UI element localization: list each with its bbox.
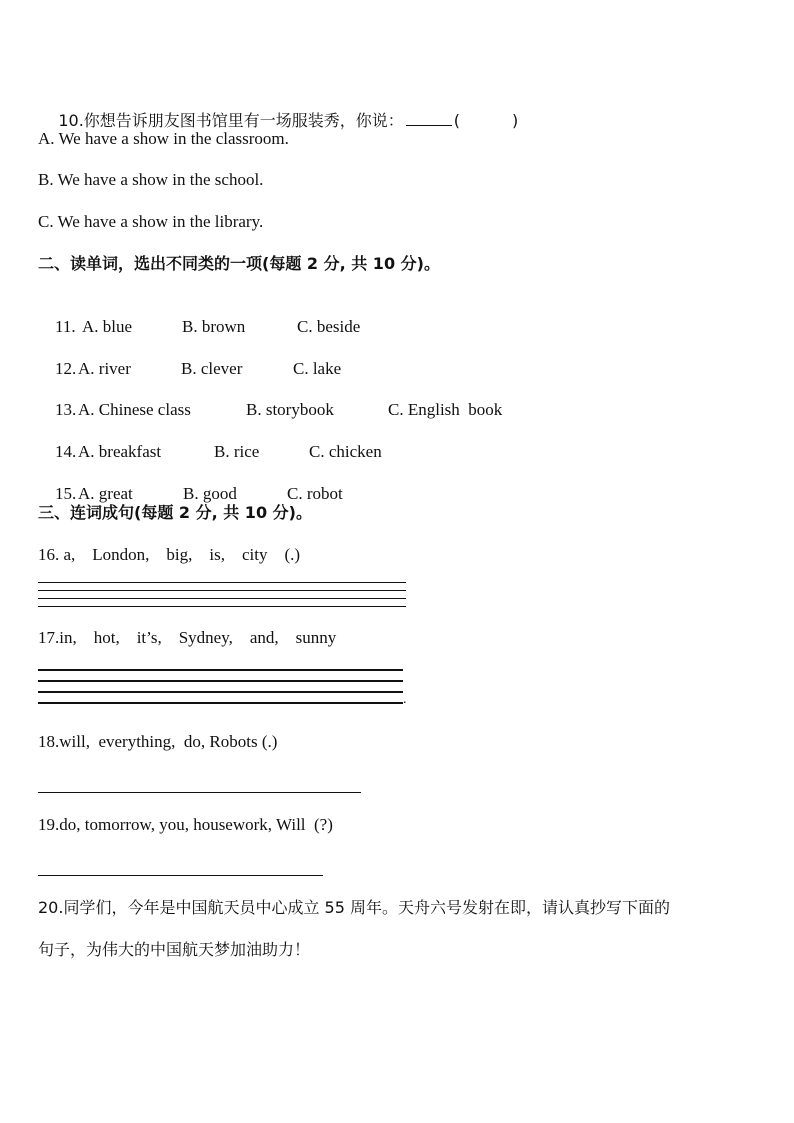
q13-option-b: B. storybook — [246, 400, 334, 419]
section2-heading: 二、读单词，选出不同类的一项(每题 2 分, 共 10 分)。 — [38, 254, 440, 273]
q15-number: 15. — [55, 484, 77, 503]
q17-writing-line-3[interactable] — [38, 691, 403, 693]
q16-writing-line-1[interactable] — [38, 582, 406, 583]
q14-option-a: A. breakfast — [78, 442, 162, 461]
q13-option-a: A. Chinese class — [78, 400, 191, 419]
q17-period: . — [403, 692, 407, 707]
q10-paren-close: ) — [512, 111, 519, 130]
q14-option-c: C. chicken — [309, 442, 382, 461]
q16-writing-line-2[interactable] — [38, 590, 406, 591]
q18-words: 18.will, everything, do, Robots (.) — [38, 732, 278, 751]
q16-writing-line-4[interactable] — [38, 606, 406, 607]
q11-option-b: B. brown — [182, 317, 246, 336]
q18-writing-line[interactable] — [38, 792, 361, 793]
q16-words: 16. a, London, big, is, city (.) — [38, 545, 301, 564]
q12-number: 12. — [55, 359, 77, 378]
q13-number: 13. — [55, 400, 77, 419]
q19-words: 19.do, tomorrow, you, housework, Will (?) — [38, 815, 333, 834]
q20-line-1: 20.同学们，今年是中国航天员中心成立 55 周年。天舟六号发射在即，请认真抄写下面的 — [38, 898, 670, 917]
q11-option-c: C. beside — [297, 317, 361, 336]
q17-writing-line-4[interactable] — [38, 702, 403, 704]
q11-number: 11. — [55, 317, 76, 336]
q17-writing-line-2[interactable] — [38, 680, 403, 682]
q10-answer-blank[interactable] — [406, 109, 452, 126]
q14-option-b: B. rice — [214, 442, 260, 461]
q19-writing-line[interactable] — [38, 875, 323, 876]
q11-option-a: A. blue — [82, 317, 133, 336]
section3-heading: 三、连词成句(每题 2 分, 共 10 分)。 — [38, 503, 312, 522]
q20-line-2: 句子，为伟大的中国航天梦加油助力！ — [38, 940, 311, 959]
q16-writing-line-3[interactable] — [38, 598, 406, 599]
q12-option-a: A. river — [78, 359, 131, 378]
q10-option-c: C. We have a show in the library. — [38, 212, 264, 231]
q14-number: 14. — [55, 442, 77, 461]
q17-writing-line-1[interactable] — [38, 669, 403, 671]
q10-option-b: B. We have a show in the school. — [38, 170, 264, 189]
q15-option-b: B. good — [183, 484, 237, 503]
q12-option-b: B. clever — [181, 359, 243, 378]
q15-option-c: C. robot — [287, 484, 343, 503]
q17-words: 17.in, hot, it’s, Sydney, and, sunny — [38, 628, 337, 647]
q10-option-a: A. We have a show in the classroom. — [38, 129, 289, 148]
q12-option-c: C. lake — [293, 359, 342, 378]
q10-paren-open: ( — [453, 111, 461, 130]
q13-option-c: C. English book — [388, 400, 503, 419]
q15-option-a: A. great — [78, 484, 133, 503]
q10-stem: 10.你想告诉朋友图书馆里有一场服装秀，你说： — [58, 111, 404, 130]
